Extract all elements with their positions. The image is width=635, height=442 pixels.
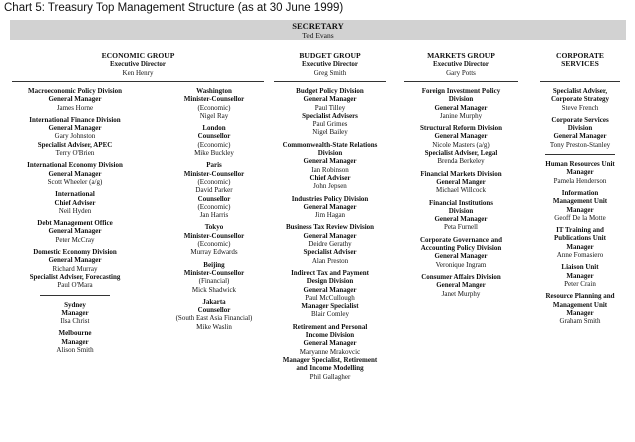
unit-title-line: London	[202, 124, 226, 133]
unit-name-line: Deidre Gerathy	[308, 240, 352, 249]
unit-name-line: (Economic)	[197, 103, 231, 112]
unit-title-line: General Manager	[303, 95, 357, 104]
unit-name-line: Nigel Ray	[199, 111, 229, 120]
unit-name-line: (Financial)	[198, 277, 230, 286]
unit-title-line: and Income Modelling	[296, 364, 364, 373]
unit-name-line: Mike Buckley	[194, 149, 234, 158]
org-unit	[264, 87, 396, 137]
markets-group-head-name: Gary Potts	[446, 68, 476, 77]
unit-title-line: Chief Adviser	[54, 198, 96, 207]
org-unit	[526, 87, 634, 112]
unit-title-line: Structural Reform Division	[419, 124, 503, 133]
unit-title-line: International	[55, 190, 95, 199]
unit-name-line: Paul McCullough	[305, 293, 355, 302]
unit-name-line: Peter Crain	[564, 279, 596, 288]
unit-title-line: Counsellor	[197, 194, 231, 203]
unit-title-line: Management Unit	[552, 300, 608, 309]
unit-name-line: Peter McCray	[55, 235, 95, 244]
unit-name-line: Tony Preston-Stanley	[549, 140, 611, 149]
budget-group-head-name: Greg Smith	[313, 68, 347, 77]
unit-title-line: General Manager	[434, 252, 488, 261]
unit-title-line: Accounting Policy Division	[420, 244, 502, 253]
unit-title-line: Tokyo	[204, 223, 224, 232]
unit-title-line: Domestic Economy Division	[33, 248, 117, 257]
unit-name-line: Janine Murphy	[439, 111, 483, 120]
unit-title-line: General Manager	[303, 157, 357, 166]
org-unit	[12, 161, 138, 186]
markets-group-role: Executive Director	[432, 60, 490, 69]
unit-name-line: Steve French	[561, 103, 599, 112]
org-unit	[398, 170, 524, 195]
unit-title-line: Consumer Affairs Division	[421, 272, 501, 281]
unit-title-line: Foreign Investment Policy	[421, 87, 501, 95]
unit-title-line: Division	[317, 149, 343, 158]
unit-title-line: General Manager	[48, 95, 102, 104]
unit-title-line: Minister-Counsellor	[183, 268, 245, 277]
unit-title-line: General Manager	[553, 132, 607, 141]
unit-title-line: Industries Policy Division	[291, 194, 369, 203]
unit-title-line: General Manger	[436, 177, 486, 186]
org-unit	[264, 323, 396, 381]
corporate-separator	[545, 154, 615, 155]
unit-name-line: (South East Asia Financial)	[175, 314, 253, 323]
unit-name-line: John Jepsen	[313, 182, 347, 191]
unit-title-line: General Manager	[434, 215, 488, 224]
unit-name-line: Jim Hagan	[314, 211, 346, 220]
unit-title-line: Specialist Adviser,	[552, 87, 608, 95]
org-unit	[160, 161, 268, 219]
unit-title-line: Counsellor	[197, 132, 231, 141]
unit-name-line: Michael Willcock	[436, 186, 486, 195]
unit-name-line: Nigel Bailey	[312, 128, 348, 137]
unit-title-line: Indirect Tax and Payment	[291, 268, 369, 277]
unit-title-line: IT Training and	[556, 226, 604, 235]
unit-name-line: Geoff De la Motte	[554, 213, 606, 222]
unit-name-line: James Horne	[56, 103, 94, 112]
org-unit	[264, 141, 396, 191]
unit-title-line: General Manager	[303, 285, 357, 294]
unit-name-line: Maryanne Mrakovcic	[299, 347, 361, 356]
unit-title-line: General Manger	[436, 281, 486, 290]
org-unit	[264, 195, 396, 220]
unit-name-line: Ian Robinson	[311, 165, 349, 174]
org-unit	[526, 226, 634, 259]
unit-title-line: Specialist Adviser, Legal	[424, 149, 498, 158]
corporate-services-header	[530, 52, 630, 69]
unit-name-line: Paul Tilley	[314, 103, 346, 112]
unit-name-line: (Economic)	[197, 202, 231, 211]
unit-title-line: International Finance Division	[29, 115, 121, 124]
unit-name-line: Scott Wheeler (a/g)	[47, 177, 103, 186]
unit-title-line: General Manager	[434, 103, 488, 112]
unit-title-line: General Manager	[48, 256, 102, 265]
org-unit	[398, 273, 524, 298]
unit-name-line: Brenda Berkeley	[437, 157, 485, 166]
org-unit	[398, 87, 524, 120]
unit-name-line: Terry O'Brien	[55, 149, 95, 158]
unit-title-line: General Manager	[303, 231, 357, 240]
unit-name-line: (Economic)	[197, 140, 231, 149]
unit-name-line: Murray Edwards	[190, 248, 238, 257]
unit-name-line: Anne Fomasiero	[556, 251, 604, 260]
unit-title-line: Washington	[196, 87, 232, 95]
unit-title-line: Manager	[566, 308, 594, 317]
budget-group-header	[270, 52, 390, 77]
budget-group-role: Executive Director	[301, 60, 359, 69]
unit-title-line: General Manager	[434, 132, 488, 141]
unit-name-line: Peta Furnell	[443, 223, 479, 232]
org-unit	[160, 87, 268, 120]
unit-title-line: Division	[448, 206, 474, 215]
unit-title-line: Retirement and Personal	[292, 322, 368, 331]
unit-name-line: Pamela Henderson	[553, 176, 607, 185]
secretary-title: SECRETARY	[292, 21, 344, 31]
corporate-services-rule	[540, 81, 620, 82]
unit-name-line: Mike Waslin	[196, 322, 232, 331]
org-unit	[160, 223, 268, 256]
unit-name-line: Gary Johnston	[54, 132, 96, 141]
unit-title-line: Division	[448, 95, 474, 104]
unit-name-line: Blair Comley	[311, 310, 349, 319]
org-unit	[160, 298, 268, 331]
economic-group-title: ECONOMIC GROUP	[101, 51, 175, 60]
unit-title-line: Paris	[206, 161, 222, 170]
unit-title-line: Corporate Services	[551, 115, 609, 124]
unit-title-line: General Manager	[303, 202, 357, 211]
unit-name-line: David Parker	[195, 186, 233, 195]
budget-divisions	[264, 87, 396, 385]
economic-separator	[40, 295, 110, 296]
unit-title-line: General Manager	[48, 227, 102, 236]
secretary-box	[10, 20, 626, 40]
unit-title-line: Information	[561, 188, 599, 197]
org-unit	[526, 292, 634, 325]
org-unit	[526, 116, 634, 149]
economic-divisions	[12, 87, 138, 358]
unit-title-line: Manager	[566, 168, 594, 177]
org-unit	[12, 116, 138, 157]
unit-title-line: Jakarta	[202, 297, 226, 306]
unit-title-line: Specialist Adviser, APEC	[37, 140, 113, 149]
unit-name-line: Nicole Masters (a/g)	[432, 140, 490, 149]
unit-title-line: Chief Adviser	[309, 173, 351, 182]
markets-group-title: MARKETS GROUP	[427, 51, 495, 60]
economic-group-rule	[12, 81, 264, 82]
unit-title-line: Manager	[566, 242, 594, 251]
unit-name-line: Neil Hyden	[58, 206, 92, 215]
unit-title-line: Manager	[61, 337, 89, 346]
unit-title-line: Specialist Adviser	[303, 248, 357, 257]
corporate-services-units	[526, 87, 634, 329]
corporate-services-title-1: CORPORATE	[556, 51, 604, 60]
unit-title-line: Corporate Governance and	[419, 235, 503, 244]
economic-overseas-posts	[160, 87, 268, 335]
org-unit	[398, 236, 524, 269]
unit-name-line: Paul O'Mara	[57, 281, 93, 290]
org-unit	[398, 199, 524, 232]
org-unit	[12, 329, 138, 354]
unit-name-line: Paul Grimes	[312, 120, 348, 129]
unit-title-line: Financial Markets Division	[420, 169, 502, 178]
markets-group-rule	[404, 81, 518, 82]
unit-name-line: Phil Gallagher	[309, 372, 351, 381]
unit-title-line: Melbourne	[58, 329, 92, 338]
unit-name-line: Richard Murray	[52, 264, 98, 273]
unit-name-line: Veronique Ingram	[435, 260, 487, 269]
unit-title-line: Manager Specialist	[301, 302, 359, 311]
unit-title-line: General Manager	[303, 339, 357, 348]
unit-name-line: Jan Harris	[199, 211, 229, 220]
org-unit	[398, 124, 524, 165]
secretary-name: Ted Evans	[302, 31, 334, 40]
unit-title-line: Specialist Advisers	[302, 111, 358, 120]
economic-group-header	[12, 52, 264, 77]
unit-title-line: Manager	[61, 308, 89, 317]
unit-title-line: Manager Specialist, Retirement	[282, 355, 378, 364]
unit-title-line: General Manager	[48, 124, 102, 133]
unit-name-line: Ilsa Christ	[60, 317, 90, 326]
unit-title-line: Sydney	[64, 300, 86, 309]
org-unit	[526, 160, 634, 185]
unit-name-line: Mick Shadwick	[191, 285, 237, 294]
unit-name-line: Alison Smith	[56, 346, 94, 355]
org-unit	[12, 248, 138, 289]
unit-name-line: (Economic)	[197, 177, 231, 186]
org-unit	[12, 301, 138, 326]
unit-name-line: Graham Smith	[559, 317, 601, 326]
unit-title-line: Resource Planning and	[545, 292, 615, 301]
unit-title-line: Debt Management Office	[37, 219, 113, 228]
unit-title-line: Human Resources Unit	[545, 160, 615, 169]
unit-title-line: Beijing	[203, 260, 225, 269]
markets-group-header	[398, 52, 524, 77]
markets-divisions	[398, 87, 524, 302]
unit-title-line: Specialist Adviser, Forecasting	[29, 272, 121, 281]
unit-title-line: Division	[567, 124, 593, 133]
unit-title-line: Liaison Unit	[561, 263, 599, 272]
unit-title-line: International Economy Division	[27, 161, 123, 170]
corporate-services-title-2: SERVICES	[561, 59, 599, 69]
chart-title: Chart 5: Treasury Top Management Structure (as at 30 June 1999)	[4, 2, 344, 14]
unit-title-line: Minister-Counsellor	[183, 169, 245, 178]
unit-title-line: Management Unit	[552, 197, 608, 206]
org-unit	[264, 223, 396, 264]
unit-title-line: Business Tax Review Division	[285, 223, 375, 232]
org-unit	[264, 269, 396, 319]
unit-title-line: Corporate Strategy	[550, 95, 610, 104]
unit-title-line: Macroeconomic Policy Division	[28, 87, 122, 95]
unit-title-line: Financial Institutions	[429, 198, 493, 207]
unit-title-line: General Manager	[48, 169, 102, 178]
unit-title-line: Manager	[566, 271, 594, 280]
org-unit	[160, 261, 268, 294]
unit-name-line: (Economic)	[197, 240, 231, 249]
unit-title-line: Income Division	[305, 331, 355, 340]
org-unit	[526, 189, 634, 222]
unit-title-line: Design Division	[306, 277, 354, 286]
unit-title-line: Minister-Counsellor	[183, 95, 245, 104]
economic-group-head-name: Ken Henry	[122, 68, 154, 77]
org-unit	[12, 87, 138, 112]
unit-title-line: Commonwealth-State Relations	[282, 140, 378, 149]
economic-group-role: Executive Director	[109, 60, 167, 69]
org-unit	[12, 190, 138, 215]
unit-title-line: Manager	[566, 205, 594, 214]
unit-title-line: Publications Unit	[554, 234, 606, 243]
unit-title-line: Budget Policy Division	[296, 87, 364, 95]
org-unit	[12, 219, 138, 244]
budget-group-rule	[274, 81, 386, 82]
unit-name-line: Janet Murphy	[441, 289, 481, 298]
unit-title-line: Counsellor	[197, 306, 231, 315]
budget-group-title: BUDGET GROUP	[299, 51, 361, 60]
org-unit	[160, 124, 268, 157]
org-unit	[526, 263, 634, 288]
unit-name-line: Alan Preston	[311, 256, 349, 265]
unit-title-line: Minister-Counsellor	[183, 231, 245, 240]
